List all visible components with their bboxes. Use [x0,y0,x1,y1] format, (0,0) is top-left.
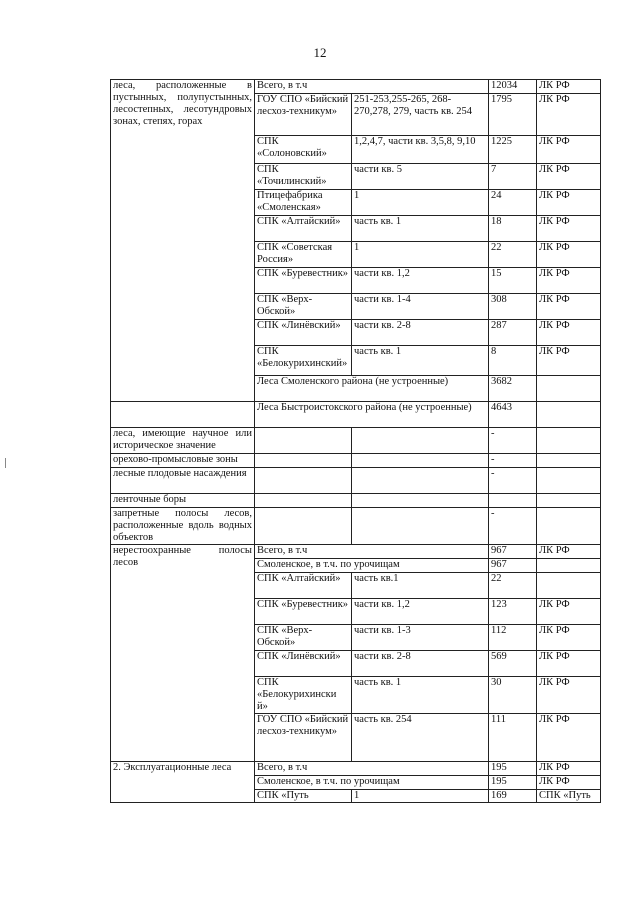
table-cell-c2: СПК «Белокурихински й» [255,677,352,714]
table-row [111,428,601,454]
table-cell-c2 [255,494,352,508]
table-cell-c3: 1 [352,190,489,216]
table-cell-c3: 1 [352,242,489,268]
table-cell-c2: ГОУ СПО «Бийский лесхоз-техникум» [255,94,352,136]
table-cell-c4: 1795 [489,94,537,136]
table-row [111,545,601,559]
table-cell-c4: 30 [489,677,537,714]
table-cell-c5: ЛК РФ [537,136,601,164]
table-cell-c4: - [489,428,537,454]
table-cell-c3: части кв. 5 [352,164,489,190]
table-cell-c5: ЛК РФ [537,677,601,714]
table-cell-c4: 308 [489,294,537,320]
table-cell-c4: 112 [489,625,537,651]
table-cell-c2: Леса Смоленского района (не устроенные) [255,376,489,402]
table-cell-c5 [537,428,601,454]
table-cell-c5 [537,376,601,402]
table-cell-c5: ЛК РФ [537,320,601,346]
table-cell-c5 [537,402,601,428]
table-cell-c4: - [489,454,537,468]
table-cell-c4: 195 [489,762,537,776]
table-cell-c4: - [489,468,537,494]
table-cell-c5: ЛК РФ [537,268,601,294]
table-cell-c2: СПК «Линёвский» [255,320,352,346]
table-cell-c2: СПК «Солоновский» [255,136,352,164]
table-cell-c5: ЛК РФ [537,216,601,242]
table-cell-c3: части кв. 2-8 [352,320,489,346]
table-cell-c2 [255,508,352,545]
forest-table [110,79,601,803]
table-cell-c4: 15 [489,268,537,294]
table-cell-c3: 1 [352,790,489,803]
table-cell-c2: Всего, в т.ч [255,80,489,94]
table-cell-c5: ЛК РФ [537,599,601,625]
table-cell-c4: 569 [489,651,537,677]
table-cell-c3 [352,468,489,494]
table-cell-c1: леса, имеющие научное или историческое значение [111,428,255,454]
table-cell-c3 [352,428,489,454]
table-cell-c5: ЛК РФ [537,346,601,376]
table-row [111,762,601,776]
table-cell-c2 [255,468,352,494]
table-cell-c2: СПК «Буревестник» [255,599,352,625]
table-cell-c3: часть кв.1 [352,573,489,599]
table-cell-c5: ЛК РФ [537,94,601,136]
table-cell-c2: СПК «Алтайский» [255,216,352,242]
table-cell-c2: Птицефабрика «Смоленская» [255,190,352,216]
table-cell-c1: орехово-промысловые зоны [111,454,255,468]
table-cell-c2: Смоленское, в т.ч. по урочищам [255,559,489,573]
table-cell-c2: СПК «Буревестник» [255,268,352,294]
table-cell-c1: ленточные боры [111,494,255,508]
table-cell-c1: запретные полосы лесов, расположенные вдоль водных объектов [111,508,255,545]
table-row [111,454,601,468]
table-cell-c3: часть кв. 1 [352,346,489,376]
table-cell-c3: 1,2,4,7, части кв. 3,5,8, 9,10 [352,136,489,164]
table-cell-c2: СПК «Линёвский» [255,651,352,677]
table-cell-c4: 18 [489,216,537,242]
table-cell-c5 [537,494,601,508]
page-number: 12 [313,45,327,60]
table-cell-c5 [537,468,601,494]
table-cell-c2: Смоленское, в т.ч. по урочищам [255,776,489,790]
table-cell-c2: СПК «Путь [255,790,352,803]
table-cell-c2 [255,454,352,468]
table-cell-c4: 22 [489,242,537,268]
table-cell-c2: Всего, в т.ч [255,545,489,559]
table-cell-c4: 22 [489,573,537,599]
table-cell-c5: ЛК РФ [537,190,601,216]
table-cell-c5: ЛК РФ [537,294,601,320]
table-cell-c2: Леса Быстроистокского района (не устроенные) [255,402,489,428]
table-cell-c4: 24 [489,190,537,216]
table-cell-c5 [537,573,601,599]
table-cell-c5: ЛК РФ [537,625,601,651]
table-row [111,508,601,545]
table-cell-c4: 967 [489,545,537,559]
table-cell-c3: части кв. 1,2 [352,599,489,625]
table-cell-c2: СПК «Советская Россия» [255,242,352,268]
table-cell-c5: ЛК РФ [537,714,601,762]
table-row [111,468,601,494]
table-cell-c4: 123 [489,599,537,625]
table-cell-c3 [352,508,489,545]
table-cell-c5 [537,454,601,468]
table-cell-c3: часть кв. 1 [352,677,489,714]
table-row [111,80,601,94]
table-cell-c3: 251-253,255-265, 268-270,278, 279, часть кв. 254 [352,94,489,136]
table-cell-c4: 967 [489,559,537,573]
table-cell-c5: ЛК РФ [537,164,601,190]
table-cell-c4: - [489,508,537,545]
table-cell-c5: ЛК РФ [537,776,601,790]
table-cell-c2: СПК «Верх-Обской» [255,294,352,320]
table-cell-c5 [537,508,601,545]
table-cell-c3 [352,494,489,508]
forest-table-body [111,80,601,803]
table-cell-c4: 3682 [489,376,537,402]
table-cell-c5: ЛК РФ [537,651,601,677]
table-cell-c4: 169 [489,790,537,803]
table-cell-c2: СПК «Алтайский» [255,573,352,599]
table-cell-c3 [352,454,489,468]
table-cell-c5: ЛК РФ [537,242,601,268]
table-cell-c4: 4643 [489,402,537,428]
table-cell-c5: СПК «Путь [537,790,601,803]
table-cell-c3: части кв. 1-4 [352,294,489,320]
table-cell-c5: ЛК РФ [537,80,601,94]
table-cell-c1: лесные плодовые насаждения [111,468,255,494]
table-cell-c2: Всего, в т.ч [255,762,489,776]
table-cell-c4: 7 [489,164,537,190]
table-cell-c4: 287 [489,320,537,346]
table-cell-c4 [489,494,537,508]
table-cell-c3: часть кв. 1 [352,216,489,242]
table-cell-c1: леса, расположенные в пустынных, полупустынных, лесостепных, лесотундровых зонах, степях, горах [111,80,255,402]
table-cell-c3: части кв. 2-8 [352,651,489,677]
table-cell-c5: ЛК РФ [537,545,601,559]
table-cell-c3: части кв. 1,2 [352,268,489,294]
table-cell-c4: 12034 [489,80,537,94]
table-cell-c2 [255,428,352,454]
table-cell-c4: 111 [489,714,537,762]
table-cell-c5 [537,559,601,573]
table-cell-c5: ЛК РФ [537,762,601,776]
table-row [111,494,601,508]
table-cell-c2: СПК «Верх-Обской» [255,625,352,651]
table-row [111,402,601,428]
table-cell-c4: 1225 [489,136,537,164]
table-cell-c1: 2. Эксплуатационные леса [111,762,255,803]
table-cell-c3: часть кв. 254 [352,714,489,762]
table-cell-c1 [111,402,255,428]
table-cell-c2: ГОУ СПО «Бийский лесхоз-техникум» [255,714,352,762]
table-cell-c4: 195 [489,776,537,790]
table-cell-c2: СПК «Белокурихинский» [255,346,352,376]
table-cell-c2: СПК «Точилинский» [255,164,352,190]
margin-mark [5,458,6,468]
table-cell-c1: нерестоохранные полосы лесов [111,545,255,762]
table-cell-c3: части кв. 1-3 [352,625,489,651]
table-cell-c4: 8 [489,346,537,376]
